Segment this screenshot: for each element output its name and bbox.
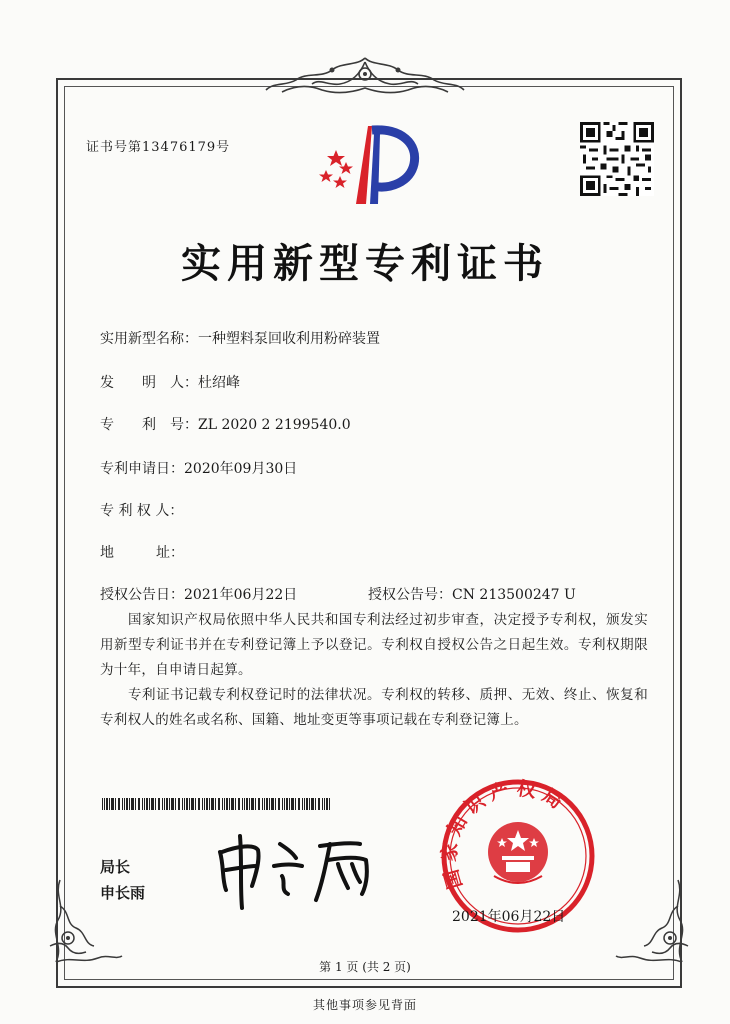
director-name: 申长雨 [100, 884, 146, 902]
barcode-bar [111, 798, 114, 810]
barcode-bar [229, 798, 230, 810]
field-value: 2021年06月22日 [184, 587, 298, 603]
barcode-bar [218, 798, 220, 810]
field-value: 杜绍峰 [198, 375, 240, 391]
barcode-bar [131, 798, 134, 810]
field-label: 专利申请日： [100, 461, 184, 477]
barcode-bar [124, 798, 125, 810]
barcode-bar [211, 798, 214, 810]
field-utility-name [100, 328, 380, 348]
field-grant-date [100, 584, 297, 604]
barcode-bar [191, 798, 194, 810]
barcode-bar [291, 798, 294, 810]
barcode-bar [109, 798, 110, 810]
barcode-bar [155, 798, 156, 810]
legal-status-statement: 专利证书记载专利权登记时的法律状况。专利权的转移、质押、无效、终止、恢复和专利权人的姓名或名称、国籍、地址变更等事项记载在专利登记簿上。 [100, 687, 648, 728]
barcode-bar [309, 798, 310, 810]
field-label: 发 明 人： [100, 375, 198, 391]
field-value: CN 213500247 U [452, 587, 576, 603]
barcode-bar [122, 798, 123, 810]
barcode-bar [275, 798, 276, 810]
barcode-bar [142, 798, 143, 810]
barcode-bar [182, 798, 183, 810]
barcode-bar [195, 798, 196, 810]
back-side-note: 其他事项参见背面 [312, 998, 417, 1012]
field-grant-number [368, 584, 576, 604]
barcode-bar [171, 798, 174, 810]
barcode-bar [315, 798, 316, 810]
barcode-bar [258, 798, 260, 810]
field-patentee [100, 500, 183, 520]
barcode-bar [226, 798, 228, 810]
bottom-right-ornament [614, 876, 692, 966]
field-value: ZL 2020 2 2199540.0 [198, 417, 351, 433]
field-label: 授权公告日： [100, 587, 184, 603]
cnipa-logo [316, 120, 426, 208]
barcode-bar [149, 798, 150, 810]
barcode-bar [126, 798, 128, 810]
barcode-bar [198, 798, 200, 810]
barcode-bar [318, 798, 320, 810]
director-title: 局长 [100, 858, 131, 876]
field-label: 授权公告号： [368, 587, 452, 603]
barcode-bar [175, 798, 176, 810]
barcode-bar [202, 798, 203, 810]
barcode-bar [102, 798, 103, 810]
barcode-bar [311, 798, 314, 810]
barcode-bar [104, 798, 105, 810]
barcode-bar [178, 798, 180, 810]
barcode-bar [166, 798, 168, 810]
barcode-bar [118, 798, 120, 810]
barcode-bar [249, 798, 250, 810]
barcode-bar [204, 798, 205, 810]
barcode-bar [222, 798, 223, 810]
barcode-bar [164, 798, 165, 810]
top-ornament [262, 52, 468, 96]
barcode-bar [231, 798, 234, 810]
barcode-bar [106, 798, 108, 810]
barcode-bar [184, 798, 185, 810]
barcode-bar [326, 798, 328, 810]
seal-date: 2021年06月22日 [452, 909, 566, 925]
grant-statement: 国家知识产权局依照中华人民共和国专利法经过初步审查，决定授予专利权，颁发实用新型专利证书并在专利登记簿上予以登记。专利权自授权公告之日起生效。专利权期限为十年，自申请日起算。 [100, 612, 648, 678]
barcode-bar [129, 798, 130, 810]
barcode-bar [286, 798, 288, 810]
barcode-bar [298, 798, 300, 810]
barcode-bar [304, 798, 305, 810]
barcode-bar [151, 798, 154, 810]
barcode-bar [284, 798, 285, 810]
field-value: 一种塑料泵回收利用粉碎装置 [198, 331, 380, 347]
field-inventor [100, 372, 240, 392]
barcode-bar [244, 798, 245, 810]
field-label: 专 利 号： [100, 417, 198, 433]
barcode-bar [264, 798, 265, 810]
barcode-bar [146, 798, 148, 810]
barcode-bar [278, 798, 280, 810]
barcode-bar [238, 798, 240, 810]
barcode-bar [158, 798, 160, 810]
barcode-bar [242, 798, 243, 810]
barcode-bar [246, 798, 248, 810]
barcode-bar [224, 798, 225, 810]
barcode-bar [262, 798, 263, 810]
field-label: 专 利 权 人： [100, 503, 184, 519]
barcode-bar [255, 798, 256, 810]
barcode-bar [251, 798, 254, 810]
barcode-bar [206, 798, 208, 810]
certificate-title: 实用新型专利证书 [181, 240, 549, 287]
barcode-bar [209, 798, 210, 810]
barcode-bar [235, 798, 236, 810]
barcode-bar [135, 798, 136, 810]
barcode-bar [189, 798, 190, 810]
barcode-bar [138, 798, 140, 810]
barcode-bar [295, 798, 296, 810]
seal-text: 国家知识产权局 [438, 777, 572, 892]
barcode-bar [322, 798, 323, 810]
barcode-bar [144, 798, 145, 810]
barcode-bar [266, 798, 268, 810]
director-signature [210, 830, 380, 910]
barcode-bar [186, 798, 188, 810]
barcode-bar [329, 798, 330, 810]
barcode-bar [306, 798, 308, 810]
barcode [102, 798, 332, 810]
page-number: 第 1 页 (共 2 页) [319, 960, 411, 974]
barcode-bar [282, 798, 283, 810]
barcode-bar [169, 798, 170, 810]
field-address [100, 542, 184, 562]
qr-code [580, 122, 654, 196]
barcode-bar [324, 798, 325, 810]
barcode-bar [162, 798, 163, 810]
barcode-bar [115, 798, 116, 810]
field-patent-number [100, 414, 351, 434]
barcode-bar [269, 798, 270, 810]
barcode-bar [289, 798, 290, 810]
field-label: 地 址： [100, 545, 184, 561]
field-application-date [100, 458, 297, 478]
field-value: 2020年09月30日 [184, 461, 298, 477]
field-label: 实用新型名称： [100, 331, 198, 347]
barcode-bar [215, 798, 216, 810]
certificate-number: 证书号第13476179号 [86, 140, 231, 155]
barcode-bar [271, 798, 274, 810]
barcode-bar [302, 798, 303, 810]
